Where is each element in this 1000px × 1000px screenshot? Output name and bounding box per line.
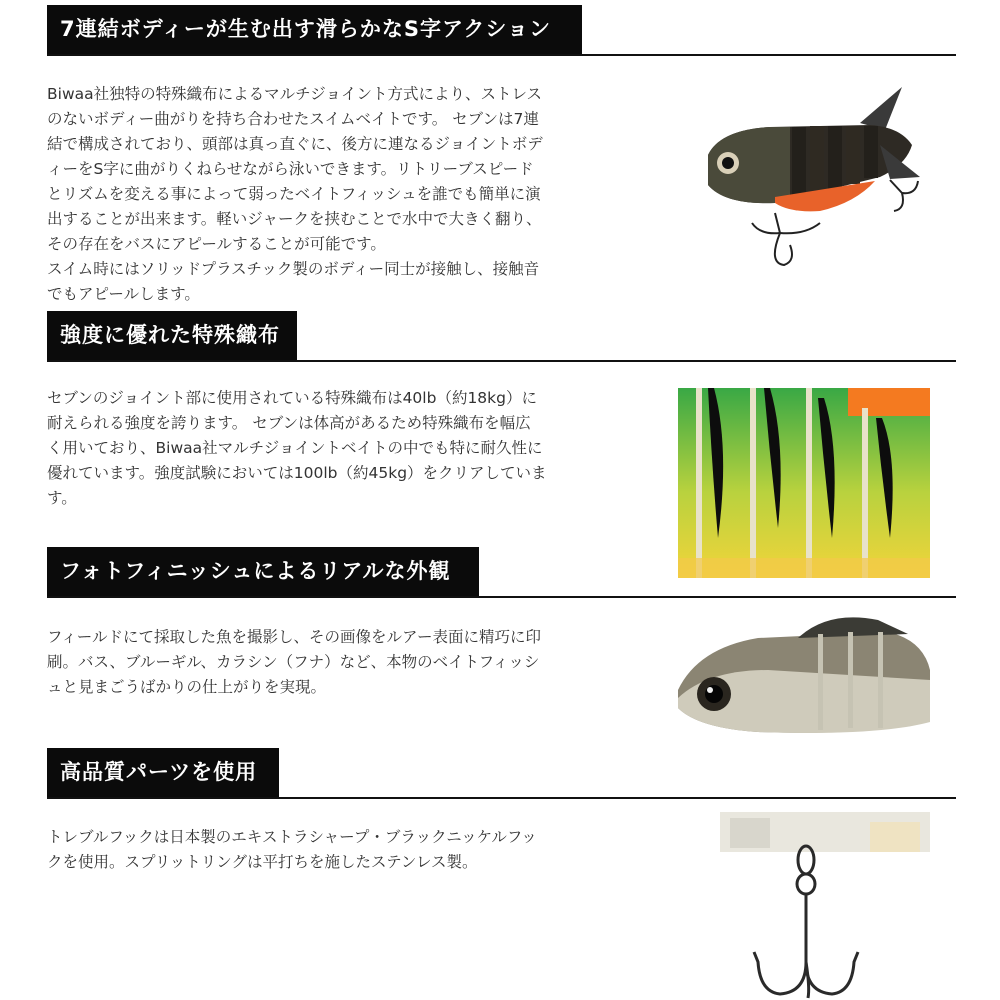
treble-hook-icon xyxy=(720,812,930,1000)
section-text: フィールドにて採取した魚を撮影し、その画像をルアー表面に精巧に印 刷。バス、ブルーギル、カラシン（フナ）など、本物のベイトフィッシ ュと見まごうばかりの仕上がりを実現。 xyxy=(47,628,541,696)
section-title: 7連結ボディーが生む出す滑らかなS字アクション xyxy=(47,5,582,54)
section-body-s-action xyxy=(47,82,617,307)
section-title: 強度に優れた特殊織布 xyxy=(47,311,297,360)
section-title: 高品質パーツを使用 xyxy=(47,748,279,797)
swimbait-lure-icon xyxy=(680,85,940,275)
fish-head-photo-icon xyxy=(678,610,930,740)
section-body-quality-parts xyxy=(47,825,617,875)
section-title: フォトフィニッシュによるリアルな外観 xyxy=(47,547,479,596)
section-header-photo-finish xyxy=(47,547,956,598)
section-text: Biwaa社独特の特殊織布によるマルチジョイント方式により、ストレス のないボディー曲がりを持ち合わせたスイムベイトです。 セブンは7連 結で構成されており、頭部は真っ直ぐに、後方に連なるジョイントボデ ィーをS字に曲がりくねらせながら泳いできます。リトリーブスピード とリズムを変える事によって弱ったベイトフィッシュを誰でも簡単に演 出することが出来ます。軽いジャークを挟むことで水中で大きく翻り、 その存在をバスにアピールすることが可能です。 スイム時にはソリッドプラスチック製のボディー同士が接触し、接触音 でもアピールします。 xyxy=(47,85,543,303)
section-body-fabric-strength xyxy=(47,386,617,511)
section-text: セブンのジョイント部に使用されている特殊織布は40lb（約18kg）に 耐えられる強度を誇ります。 セブンは体高があるため特殊織布を幅広 く用いており、Biwaa社マルチジョイントベイトの中でも特に耐久性に 優れています。強度試験においては100lb（約45kg）をクリアしていま す。 xyxy=(47,389,547,507)
section-body-photo-finish xyxy=(47,625,617,700)
section-text: トレブルフックは日本製のエキストラシャープ・ブラックニッケルフッ クを使用。スプリットリングは平打ちを施したステンレス製。 xyxy=(47,828,537,871)
section-header-fabric-strength xyxy=(47,311,956,362)
section-header-s-action xyxy=(47,5,956,56)
section-header-quality-parts xyxy=(47,748,956,799)
